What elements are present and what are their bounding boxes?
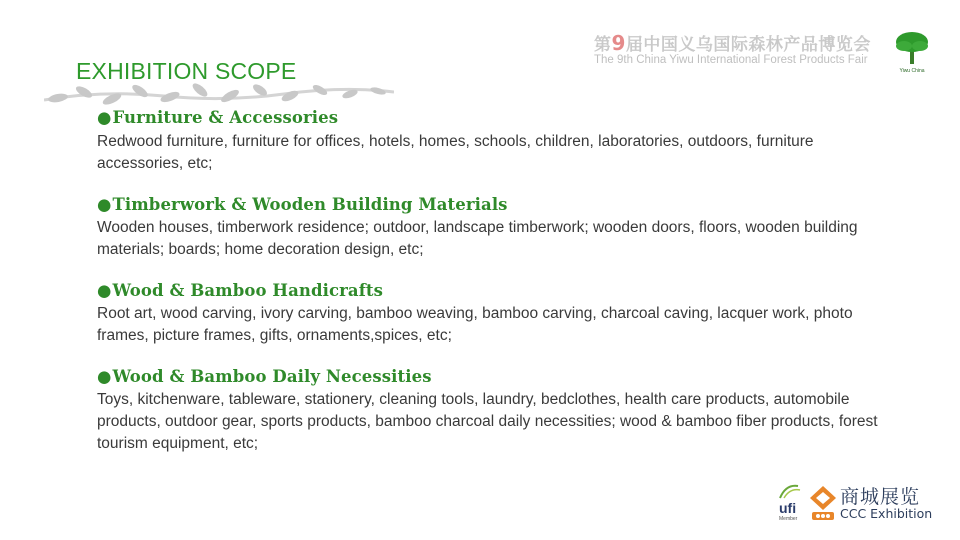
page-title: EXHIBITION SCOPE: [76, 58, 297, 84]
bullet-icon: ●: [97, 281, 112, 300]
ufi-swoosh-icon: [776, 482, 802, 500]
fair-title-cn: [594, 30, 871, 55]
ccc-name-cn: 商城展览: [840, 486, 921, 508]
bullet-icon: ●: [97, 108, 112, 127]
fair-title-en: The 9th China Yiwu International Forest Products Fair: [594, 54, 868, 66]
section-heading-text: Wood & Bamboo Handicrafts: [112, 281, 384, 300]
section-heading-timberwork: [97, 195, 508, 214]
ufi-logo: [776, 482, 802, 524]
section-heading-daily-necessities: [97, 367, 432, 386]
section-body-timberwork: Wooden houses, timberwork residence; outdoor, landscape timberwork; wooden doors, floors, wooden building materials; boards; home decoration design, etc;: [97, 219, 858, 258]
section-body-handicrafts: Root art, wood carving, ivory carving, bamboo weaving, bamboo carving, charcoal caving, lacquer work, photo frames, picture frames, gifts, ornaments,spices, etc;: [97, 305, 853, 344]
tree-emblem-caption: Yiwu China: [899, 68, 925, 74]
tree-icon: [892, 28, 932, 74]
footer-logos: [776, 480, 946, 526]
ufi-member-text: Member: [779, 516, 798, 522]
section-heading-handicrafts: [97, 281, 383, 300]
ccc-name-en: CCC Exhibition: [840, 506, 933, 521]
section-heading-furniture: [97, 108, 338, 127]
section-body-furniture: Redwood furniture, furniture for offices, hotels, homes, schools, children, laboratories, outdoors, furniture accessories, etc;: [97, 133, 814, 172]
bullet-icon: ●: [97, 367, 112, 386]
ufi-text: ufi: [779, 500, 797, 516]
fair-title-cn-prefix: 第: [594, 35, 612, 55]
ccc-emblem-icon: [808, 484, 838, 522]
section-heading-text: Wood & Bamboo Daily Necessities: [112, 367, 432, 386]
fair-edition-number: 9: [611, 31, 626, 55]
section-heading-text: Furniture & Accessories: [112, 108, 339, 127]
fair-logo: [588, 28, 938, 76]
bullet-icon: ●: [97, 195, 112, 214]
section-body-daily-necessities: Toys, kitchenware, tableware, stationery, cleaning tools, laundry, bedclothes, health care products, automobile products, outdoor gear, sports products, bamboo charcoal daily necessities; wood & bamboo fiber products, forest tourism equipment, etc;: [97, 391, 878, 452]
section-heading-text: Timberwork & Wooden Building Materials: [112, 195, 508, 214]
fair-title-cn-suffix: 届中国义乌国际森林产品博览会: [625, 35, 871, 55]
